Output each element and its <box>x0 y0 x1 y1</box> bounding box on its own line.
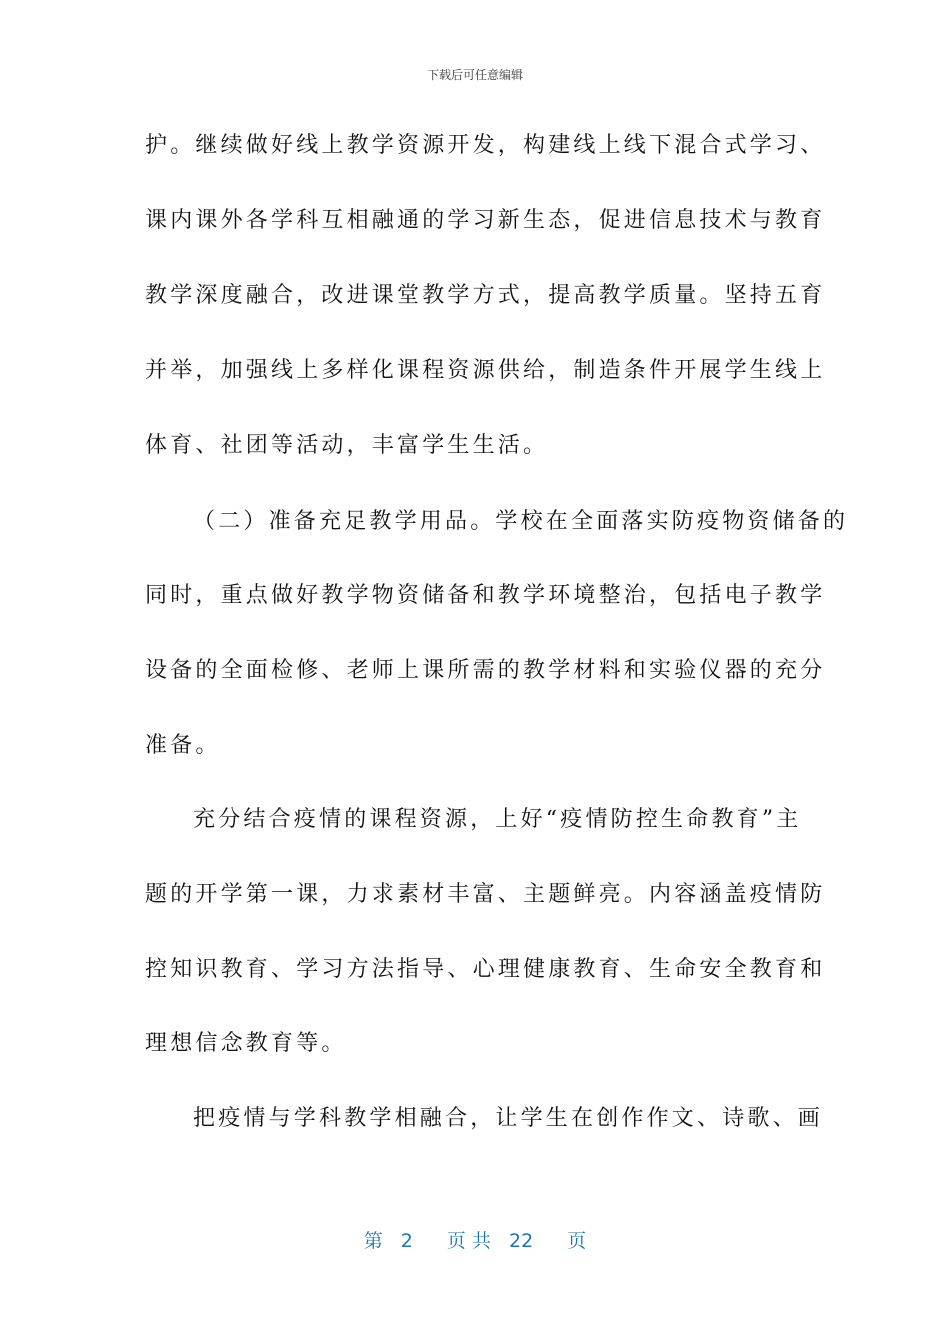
footer-page-number: 2 <box>400 1230 413 1252</box>
text-line: （二）准备充足教学用品。学校在全面落实防疫物资储备的 <box>193 509 849 534</box>
footer-di: 第 <box>363 1230 383 1252</box>
page-footer <box>0 1226 950 1253</box>
text-line: 理想信念教育等。 <box>145 1031 347 1056</box>
text-line: 护。继续做好线上教学资源开发，构建线上线下混合式学习、 <box>145 133 826 158</box>
text-line: 并举，加强线上多样化课程资源供给，制造条件开展学生线上 <box>145 358 826 383</box>
footer-ye: 页 <box>567 1230 587 1252</box>
text-line: 设备的全面检修、老师上课所需的教学材料和实验仪器的充分 <box>145 658 826 683</box>
text-line: 把疫情与学科教学相融合，让学生在创作作文、诗歌、画 <box>193 1106 824 1131</box>
text-line: 体育、社团等活动，丰富学生生活。 <box>145 433 549 458</box>
footer-total-pages: 22 <box>509 1230 534 1252</box>
text-line: 课内课外各学科互相融通的学习新生态，促进信息技术与教育 <box>145 208 826 233</box>
text-line: 准备。 <box>145 733 221 758</box>
text-line: 教学深度融合，改进课堂教学方式，提高教学质量。坚持五育 <box>145 283 826 308</box>
text-line: 控知识教育、学习方法指导、心理健康教育、生命安全教育和 <box>145 957 826 982</box>
text-line: 题的开学第一课，力求素材丰富、主题鲜亮。内容涵盖疫情防 <box>145 882 826 907</box>
footer-ye-gong: 页 共 <box>446 1230 491 1252</box>
text-line: 充分结合疫情的课程资源，上好“疫情防控生命教育”主 <box>193 807 802 832</box>
header-note: 下载后可任意编辑 <box>426 68 523 82</box>
text-line: 同时，重点做好教学物资储备和教学环境整治，包括电子教学 <box>145 583 826 608</box>
